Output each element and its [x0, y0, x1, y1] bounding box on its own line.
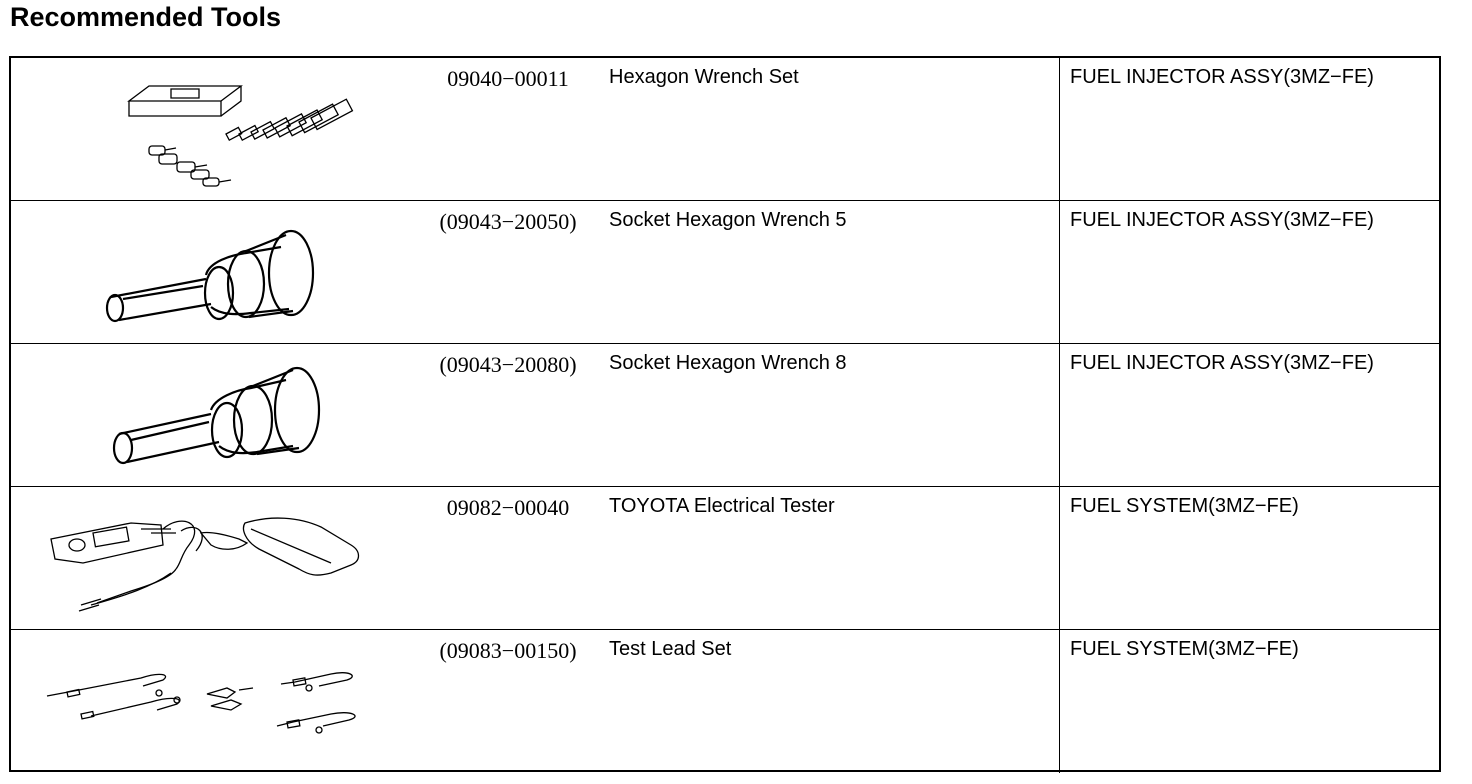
column-divider [1059, 201, 1060, 343]
electrical-tester-illustration [31, 493, 401, 623]
part-number: (09083−00150) [439, 638, 577, 663]
column-divider [1059, 630, 1060, 773]
socket-hexagon-wrench-illustration [31, 350, 401, 480]
column-divider [1059, 344, 1060, 486]
table-row [11, 58, 1439, 201]
column-divider [1059, 487, 1060, 629]
table-row [11, 344, 1439, 487]
table-row [11, 630, 1439, 773]
tool-name: Test Lead Set [609, 638, 732, 660]
part-number: 09082−00040 [446, 495, 570, 520]
tools-table [9, 56, 1441, 772]
page-title: Recommended Tools [10, 2, 282, 32]
tool-usage: FUEL INJECTOR ASSY(3MZ−FE) [1070, 352, 1374, 374]
tool-name: Socket Hexagon Wrench 5 [609, 209, 847, 231]
tool-usage: FUEL SYSTEM(3MZ−FE) [1070, 495, 1299, 517]
tool-usage: FUEL INJECTOR ASSY(3MZ−FE) [1070, 209, 1374, 231]
tool-name: Socket Hexagon Wrench 8 [609, 352, 847, 374]
tool-usage: FUEL SYSTEM(3MZ−FE) [1070, 638, 1299, 660]
hexagon-wrench-set-illustration [31, 64, 401, 194]
part-number: (09043−20080) [439, 352, 577, 377]
table-row [11, 487, 1439, 630]
table-row [11, 201, 1439, 344]
part-number: 09040−00011 [447, 66, 569, 91]
part-number: (09043−20050) [439, 209, 577, 234]
tool-usage: FUEL INJECTOR ASSY(3MZ−FE) [1070, 66, 1374, 88]
column-divider [1059, 58, 1060, 200]
socket-hexagon-wrench-illustration [31, 207, 401, 337]
tool-name: Hexagon Wrench Set [609, 66, 799, 88]
test-lead-set-illustration [31, 636, 401, 766]
tool-name: TOYOTA Electrical Tester [609, 495, 835, 517]
